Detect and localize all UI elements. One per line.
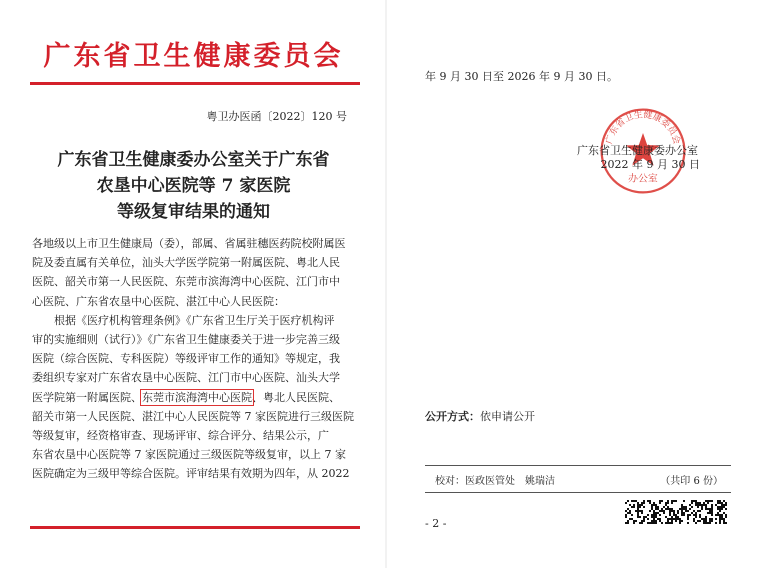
agency-header: 广东省卫生健康委员会	[43, 41, 344, 72]
body-line: 医院、韶关市第一人民医院、东莞市滨海湾中心医院、江门市中	[32, 275, 340, 289]
body-line-highlighted	[32, 388, 358, 407]
signature-block	[577, 144, 698, 172]
body-line: 根据《医疗机构管理条例》《广东省卫生厅关于医疗机构评	[54, 313, 335, 327]
body-line: 医院（综合医院、专科医院）等级评审工作的通知》等规定，我	[32, 352, 340, 366]
body-line: 东省农垦中心医院等 7 家医院通过三级医院等级复审，以上 7 家	[32, 448, 346, 462]
right-page	[387, 0, 774, 568]
body-line: 韶关市第一人民医院、湛江中心人民医院等 7 家医院进行三级医院	[32, 409, 354, 423]
footer-rule-bottom	[425, 492, 731, 493]
body-text-segment: 医学院第一附属医院、	[32, 390, 142, 404]
barcode-icon	[625, 500, 727, 524]
body-line: 委组织专家对广东省农垦中心医院、江门市中心医院、汕头大学	[32, 371, 340, 385]
seal-bottom-text: 办公室	[628, 173, 658, 185]
body-line: 院及委直属有关单位，汕头大学医学院第一附属医院、粤北人民	[32, 256, 340, 270]
title-line-3: 等级复审结果的通知	[117, 202, 270, 222]
body-line: 等级复审，经资格审查、现场评审、综合评分、结果公示，广	[32, 429, 329, 443]
footer-rule-top	[425, 465, 731, 466]
body-line: 医院确定为三级甲等综合医院。评审结果有效期为四年，从 2022	[32, 467, 350, 481]
disclosure-label: 公开方式：	[425, 410, 480, 423]
validity-continuation: 年 9 月 30 日至 2026 年 9 月 30 日。	[425, 70, 618, 83]
disclosure-value: 依申请公开	[480, 410, 535, 423]
body-line: 心医院、广东省农垦中心医院、湛江中心人民医院：	[32, 294, 285, 308]
title-line-2: 农垦中心医院等 7 家医院	[96, 176, 291, 196]
document-number: 粤卫办医函〔2022〕120 号	[206, 110, 347, 123]
red-rule-bottom	[30, 526, 360, 529]
red-rule-top	[30, 82, 360, 85]
title-line-1: 广东省卫生健康委办公室关于广东省	[57, 150, 330, 170]
body-text-segment: 、粤北人民医院、	[252, 390, 340, 404]
highlighted-hospital-name: 东莞市滨海湾中心医院	[142, 390, 252, 404]
sign-date: 2022 年 9 月 30 日	[600, 158, 700, 171]
body-line: 各地级以上市卫生健康局（委），部属、省属驻穗医药院校附属医	[32, 237, 346, 250]
proofreader: 校对：医政医管处 姚瑞洁	[435, 476, 555, 487]
disclosure-method	[425, 408, 535, 424]
seal-text: 广东省卫生健康委员会	[604, 110, 682, 146]
print-count: （共印 6 份）	[660, 476, 723, 487]
body-line: 审的实施细则（试行）》《广东省卫生健康委关于进一步完善三级	[32, 333, 340, 347]
signer-name: 广东省卫生健康委办公室	[577, 144, 698, 157]
page-number: - 2 -	[425, 517, 447, 530]
body-text	[32, 234, 358, 484]
